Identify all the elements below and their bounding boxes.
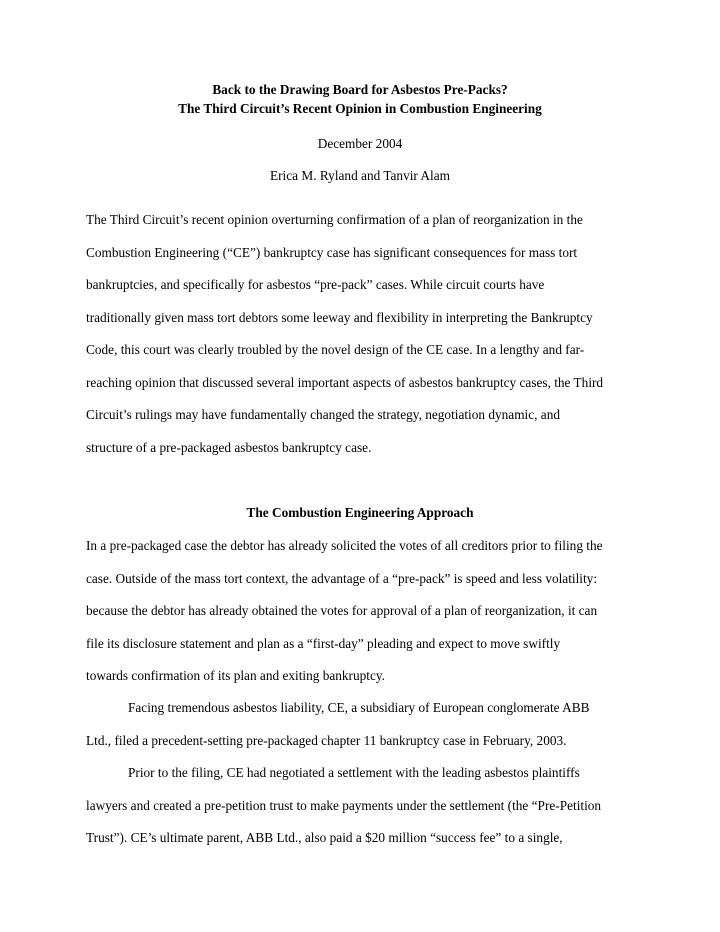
section-paragraph-1	[86, 530, 646, 693]
text-line: reaching opinion that discussed several important aspects of asbestos bankruptcy cases, the Third	[86, 374, 604, 390]
document-authors: Erica M. Ryland and Tanvir Alam	[270, 168, 450, 183]
text-line: bankruptcies, and specifically for asbestos “pre-pack” cases. While circuit courts have	[86, 277, 545, 292]
text-line: structure of a pre-packaged asbestos bankruptcy case.	[86, 439, 372, 455]
text-line: Circuit’s rulings may have fundamentally changed the strategy, negotiation dynamic, and	[86, 407, 560, 422]
title-line-1: Back to the Drawing Board for Asbestos Pre-Packs?	[212, 82, 508, 97]
document-title	[0, 80, 720, 118]
text-line: towards confirmation of its plan and exiting bankruptcy.	[86, 668, 385, 683]
section-heading: The Combustion Engineering Approach	[246, 505, 474, 520]
text-line: traditionally given mass tort debtors some leeway and flexibility in interpreting the Bankruptcy	[86, 309, 593, 325]
text-line: Facing tremendous asbestos liability, CE, a subsidiary of European conglomerate ABB	[128, 700, 590, 715]
section-paragraph-2	[86, 692, 646, 757]
text-line: case. Outside of the mass tort context, the advantage of a “pre-pack” is speed and less volatility:	[86, 570, 598, 586]
text-line: In a pre-packaged case the debtor has already solicited the votes of all creditors prior to filing the	[86, 538, 603, 553]
text-line: Combustion Engineering (“CE”) bankruptcy case has significant consequences for mass tort	[86, 244, 578, 260]
section-paragraph-3	[86, 757, 646, 855]
text-line: Prior to the filing, CE had negotiated a settlement with the leading asbestos plaintiffs	[128, 765, 580, 780]
text-line: Code, this court was clearly troubled by the novel design of the CE case. In a lengthy and far-	[86, 342, 585, 357]
text-line: The Third Circuit’s recent opinion overturning confirmation of a plan of reorganization in the	[86, 212, 583, 227]
text-line: because the debtor has already obtained the votes for approval of a plan of reorganization, it can	[86, 603, 598, 618]
document-date: December 2004	[317, 136, 403, 151]
text-line: lawyers and created a pre-petition trust to make payments under the settlement (the “Pre-Petition	[86, 797, 602, 813]
text-line: Ltd., filed a precedent-setting pre-packaged chapter 11 bankruptcy case in February, 2003.	[86, 732, 567, 748]
intro-paragraph	[86, 204, 646, 464]
text-line: file its disclosure statement and plan as a “first-day” pleading and expect to move swiftly	[86, 635, 561, 651]
title-line-2: The Third Circuit’s Recent Opinion in Combustion Engineering	[178, 101, 542, 116]
text-line: Trust”). CE’s ultimate parent, ABB Ltd., also paid a $20 million “success fee” to a single,	[86, 830, 563, 845]
